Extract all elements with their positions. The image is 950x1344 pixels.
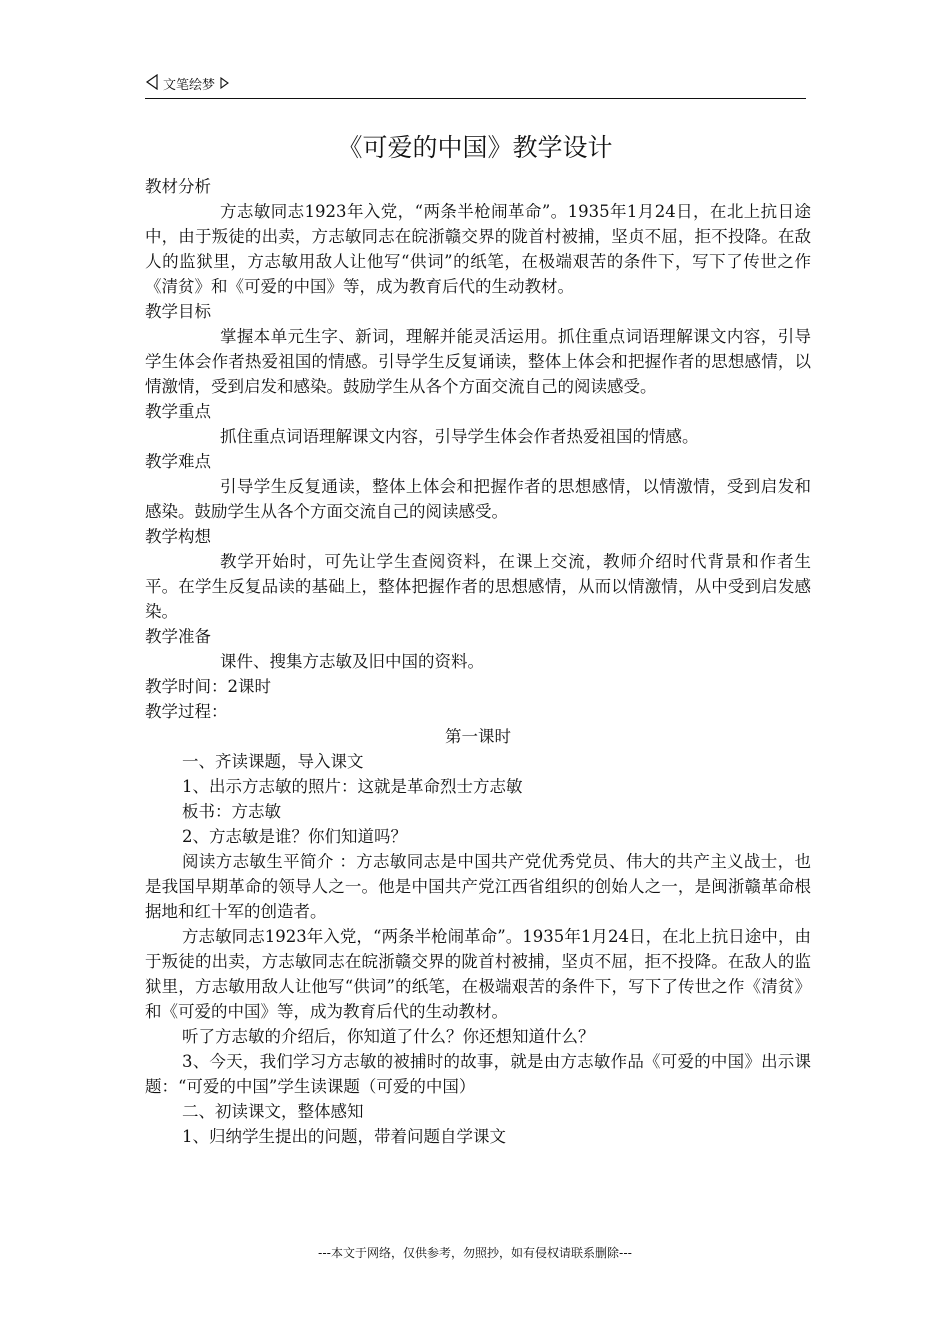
- process-line: 板书：方志敏: [182, 802, 281, 821]
- right-triangle-icon: [219, 75, 229, 97]
- process-line: 1、归纳学生提出的问题，带着问题自学课文: [182, 1127, 506, 1146]
- page-footer: ---本文于网络，仅供参考，勿照抄，如有侵权请联系删除---: [318, 1246, 632, 1260]
- left-triangle-icon: [145, 74, 159, 98]
- section-paragraph: 抓住重点词语理解课文内容，引导学生体会作者热爱祖国的情感。: [220, 427, 699, 446]
- lesson-title: 第一课时: [445, 727, 511, 746]
- section-paragraph: 掌握本单元生字、新词，理解并能灵活运用。抓住重点词语理解课文内容，引导学生体会作者热爱祖国的情感。引导学生反复诵读，整体上体会和把握作者的思想感情，以情激情，受到启发和感染。鼓励学生从各个方面交流自己的阅读感受。: [145, 327, 811, 396]
- teaching-time: 教学时间：2课时: [145, 677, 271, 696]
- header-brand: 文笔绘梦: [163, 78, 216, 93]
- document-title: 《可爱的中国》教学设计: [337, 133, 613, 162]
- section-heading: 教学构想: [145, 527, 211, 546]
- process-paragraph: 方志敏同志1923年入党，“两条半枪闹革命”。1935年1月24日，在北上抗日途中，由于叛徒的出卖，方志敏同志在皖浙赣交界的陇首村被捕，坚贞不屈，拒不投降。在敌人的监狱里，方志敏用敌人让他写“供词”的纸笔，在极端艰苦的条件下，写下了传世之作《清贫》和《可爱的中国》等，成为教育后代的生动教材。: [145, 927, 811, 1021]
- teaching-process-heading: 教学过程：: [145, 702, 228, 721]
- process-line: 一、齐读课题，导入课文: [182, 752, 364, 771]
- process-line: 1、出示方志敏的照片：这就是革命烈士方志敏: [182, 777, 523, 796]
- section-paragraph: 方志敏同志1923年入党，“两条半枪闹革命”。1935年1月24日，在北上抗日途中，由于叛徒的出卖，方志敏同志在皖浙赣交界的陇首村被捕，坚贞不屈，拒不投降。在敌人的监狱里，方志敏用敌人让他写“供词”的纸笔，在极端艰苦的条件下，写下了传世之作《清贫》和《可爱的中国》等，成为教育后代的生动教材。: [145, 202, 811, 296]
- process-line: 听了方志敏的介绍后，你知道了什么？你还想知道什么？: [182, 1027, 595, 1046]
- process-paragraph: 阅读方志敏生平简介 ：方志敏同志是中国共产党优秀党员、伟大的共产主义战士，也是我国早期革命的领导人之一。他是中国共产党江西省组织的创始人之一，是闽浙赣革命根据地和红十军的创造者。: [145, 852, 811, 921]
- section-heading: 教材分析: [145, 177, 211, 196]
- section-heading: 教学重点: [145, 402, 211, 421]
- page-header: [145, 74, 806, 99]
- document-body: [145, 174, 811, 1149]
- process-paragraph: 3、今天，我们学习方志敏的被捕时的故事，就是由方志敏作品《可爱的中国》出示课题：“可爱的中国”学生读课题（可爱的中国）: [145, 1052, 811, 1096]
- section-paragraph: 引导学生反复通读，整体上体会和把握作者的思想感情，以情激情，受到启发和感染。鼓励学生从各个方面交流自己的阅读感受。: [145, 477, 811, 521]
- section-paragraph: 教学开始时，可先让学生查阅资料，在课上交流，教师介绍时代背景和作者生平。在学生反复品读的基础上，整体把握作者的思想感情，从而以情激情，从中受到启发感染。: [145, 552, 811, 621]
- process-line: 2、方志敏是谁？你们知道吗？: [182, 827, 407, 846]
- process-line: 二、初读课文，整体感知: [182, 1102, 364, 1121]
- section-paragraph: 课件、搜集方志敏及旧中国的资料。: [220, 652, 484, 671]
- section-heading: 教学准备: [145, 627, 211, 646]
- section-heading: 教学目标: [145, 302, 211, 321]
- section-heading: 教学难点: [145, 452, 211, 471]
